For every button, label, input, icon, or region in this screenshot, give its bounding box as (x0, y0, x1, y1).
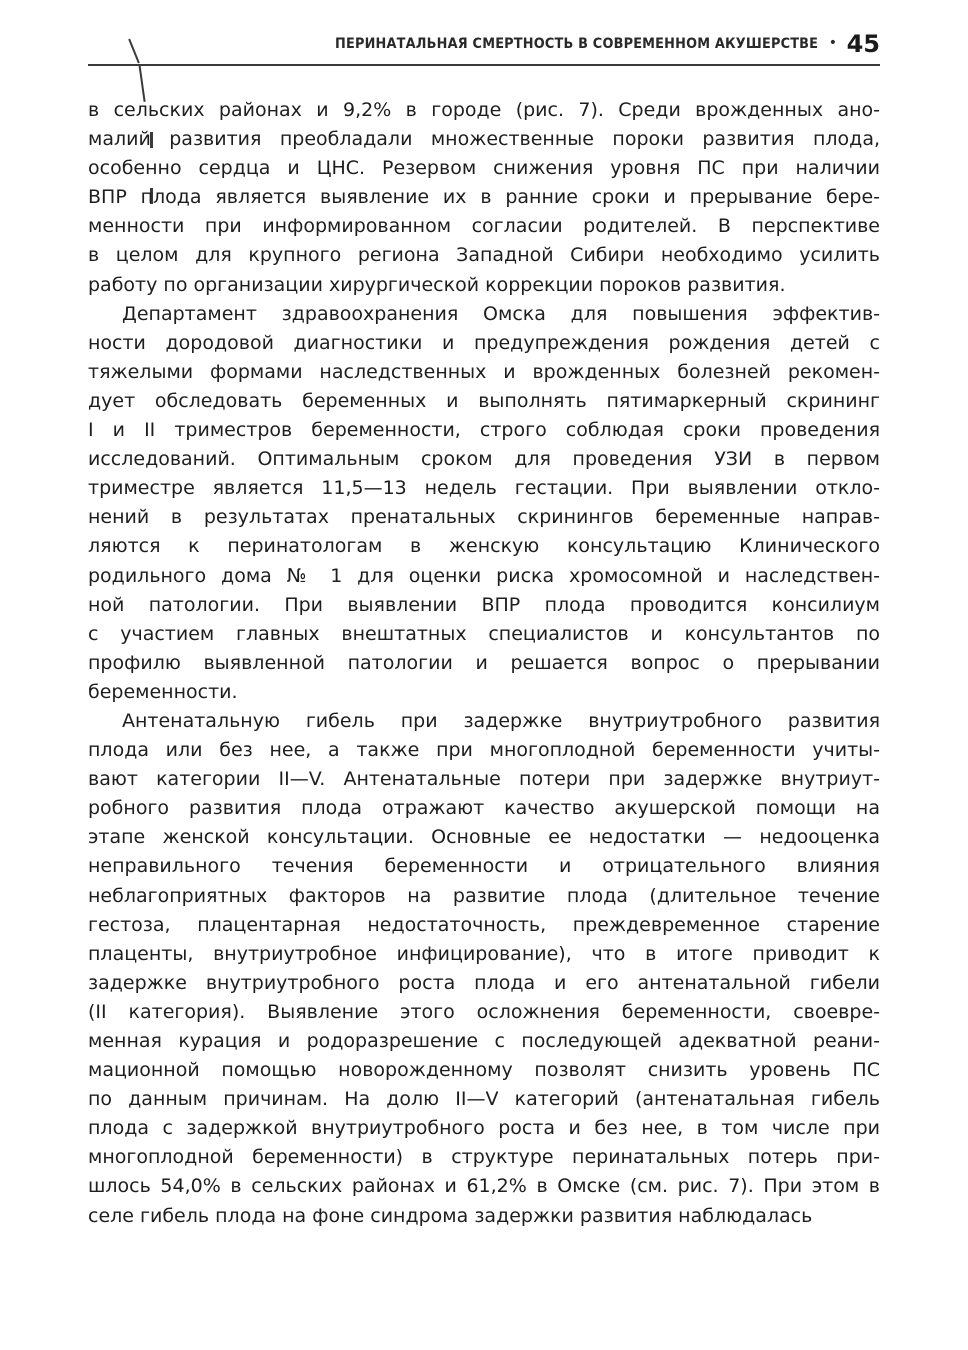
text-line: родильного дома № 1 для оценки риска хромосомной и наследствен- (88, 564, 880, 587)
body-text (88, 96, 880, 1231)
text-line: в сельских районах и 9,2% в городе (рис. 7). Среди врожденных ано- (88, 99, 880, 121)
text-line: I и II триместров беременности, строго соблюдая сроки проведения (88, 419, 880, 442)
text-line: менности при информированном согласии родителей. В перспективе (88, 215, 880, 238)
text-line: плаценты, внутриутробное инфицирование), что в итоге приводит к (88, 942, 880, 965)
text-line: дует обследовать беременных и выполнять пятимаркерный скрининг (88, 389, 880, 412)
running-title: ПЕРИНАТАЛЬНАЯ СМЕРТНОСТЬ В СОВРЕМЕННОМ АКУШЕРСТВЕ (334, 36, 818, 52)
text-line: плода или без нее, а также при многоплодной беременности учиты- (88, 739, 880, 762)
text-line: по данным причинам. На долю II—V категорий (антенатальная гибель (88, 1088, 880, 1111)
header-separator: • (828, 35, 837, 51)
text-line: Антенатальную гибель при задержке внутриутробного развития (122, 709, 880, 732)
page-number: 45 (846, 30, 880, 58)
text-line: особенно сердца и ЦНС. Резервом снижения уровня ПС при наличии (88, 157, 880, 180)
text-line: плода с задержкой внутриутробного роста и без нее, в том числе при (88, 1117, 880, 1140)
text-line: ной патологии. При выявлении ВПР плода проводится консилиум (88, 593, 880, 616)
text-line: Департамент здравоохранения Омска для повышения эффектив- (122, 302, 880, 325)
text-line: работу по организации хирургической коррекции пороков развития. (88, 273, 786, 296)
text-line: нений в результатах пренатальных скринингов беременные направ- (88, 506, 880, 529)
text-line: ности дородовой диагностики и предупреждения рождения детей с (88, 331, 880, 354)
text-line: беременности. (88, 680, 238, 703)
text-line: (II категория). Выявление этого осложнения беременности, своевре- (88, 1000, 880, 1023)
text-line: малий развития преобладали множественные пороки развития плода, (88, 128, 880, 151)
text-line: в целом для крупного региона Западной Сибири необходимо усилить (88, 244, 880, 267)
text-line: селе гибель плода на фоне синдрома задержки развития наблюдалась (88, 1204, 813, 1227)
text-line: неправильного течения беременности и отрицательного влияния (88, 855, 880, 878)
text-line: ВПР плода является выявление их в ранние сроки и прерывание бере- (88, 186, 880, 209)
text-line: вают категории II—V. Антенатальные потери при задержке внутриут- (88, 768, 880, 791)
text-line: менная курация и родоразрешение с последующей адекватной реани- (88, 1030, 880, 1052)
text-line: с участием главных внештатных специалистов и консультантов по (88, 622, 880, 645)
text-line: тяжелыми формами наследственных и врожденных болезней рекомен- (88, 360, 880, 383)
paragraph (88, 300, 880, 707)
paragraph (88, 96, 880, 300)
header-rule (88, 64, 880, 66)
text-line: ляются к перинатологам в женскую консультацию Клинического (88, 535, 880, 558)
text-line: триместре является 11,5—13 недель гестации. При выявлении откло- (88, 477, 880, 500)
text-line: неблагоприятных факторов на развитие плода (длительное течение (88, 884, 880, 907)
text-line: задержке внутриутробного роста плода и его антенатальной гибели (88, 971, 880, 994)
text-line: исследований. Оптимальным сроком для проведения УЗИ в первом (88, 448, 880, 471)
text-line: гестоза, плацентарная недостаточность, преждевременное старение (88, 913, 880, 936)
text-line: робного развития плода отражают качество акушерской помощи на (88, 797, 880, 820)
text-line: многоплодной беременности) в структуре перинатальных потерь при- (88, 1146, 880, 1169)
text-line: профилю выявленной патологии и решается вопрос о прерывании (88, 651, 880, 674)
running-header (88, 32, 880, 64)
paragraph (88, 707, 880, 1231)
text-line: этапе женской консультации. Основные ее недостатки — недооценка (88, 826, 880, 849)
text-line: мационной помощью новорожденному позволят снизить уровень ПС (88, 1059, 880, 1082)
text-line: шлось 54,0% в сельских районах и 61,2% в Омске (см. рис. 7). При этом в (88, 1175, 880, 1198)
